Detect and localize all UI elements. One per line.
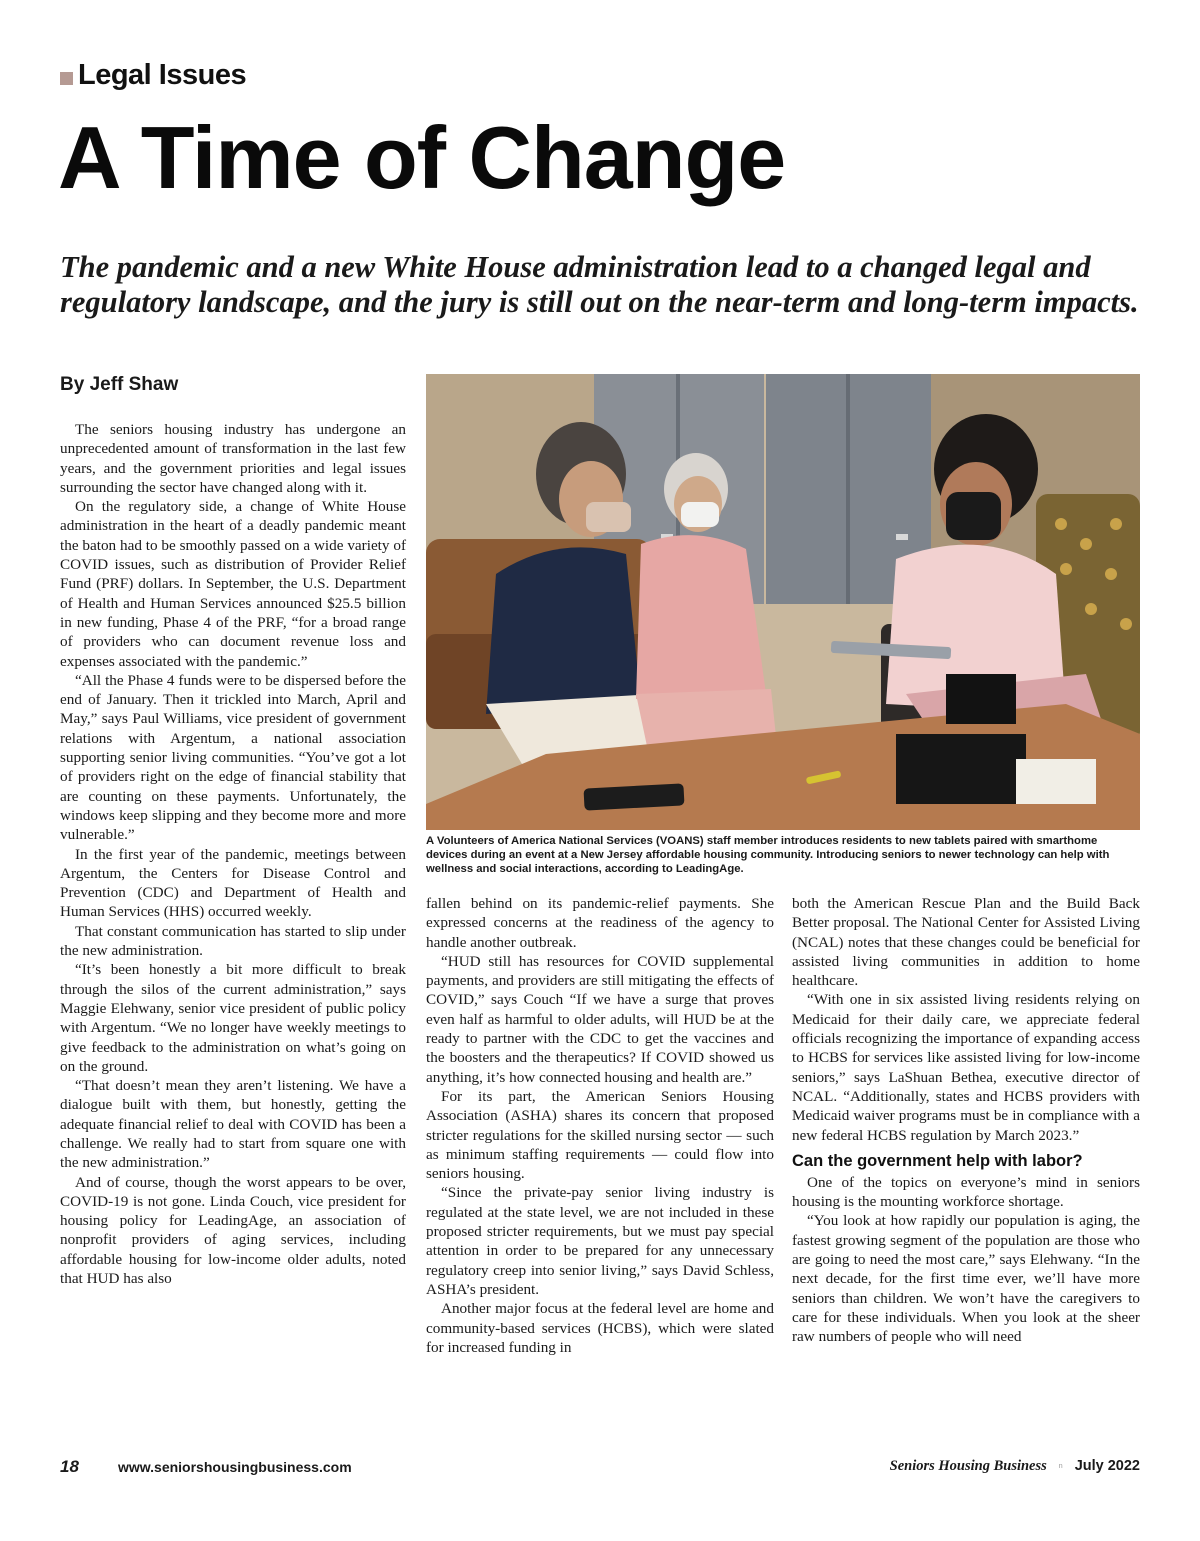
body-paragraph: “You look at how rapidly our population is aging, the fastest growing segment of the population are those who are going to need the most care,” says Elehwany. “In the next decade, for the first time ever, we’ll have more seniors than children. We won’t have the caregivers to care for these individuals. When you look at the sheer raw numbers of people who will need xyxy=(792,1212,1140,1346)
body-column-3 xyxy=(792,894,1140,1440)
body-paragraph: “That doesn’t mean they aren’t listening. We have a dialogue built with them, but honestly, getting the adequate financial relief to deal with COVID has been a challenge. We really had to start from square one with the new administration.” xyxy=(60,1077,406,1172)
page-footer xyxy=(60,1457,1140,1481)
body-paragraph: That constant communication has started to slip under the new administration. xyxy=(60,922,406,960)
body-paragraph: “With one in six assisted living residents relying on Medicaid for their daily care, we appreciate federal officials recognizing the importance of expanding access to HCBS for services like assisted living for low-income seniors,” says LaShuan Bethea, executive director of NCAL. “Additionally, states and HCBS providers with Medicaid waiver programs must be in compliance with a new federal HCBS regulation by March 2023.” xyxy=(792,991,1140,1144)
body-paragraph: For its part, the American Seniors Housing Association (ASHA) shares its concern that proposed stricter regulations for the skilled nursing sector — such as minimum staffing requirements — could flow into seniors housing. xyxy=(426,1087,774,1183)
body-paragraph: On the regulatory side, a change of White House administration in the heart of a deadly pandemic meant the baton had to be smoothly passed on a wide variety of COVID issues, such as distribution of Provider Relief Fund (PRF) dollars. In September, the U.S. Department of Health and Human Services announced $25.5 billion in new funding, Phase 4 of the PRF, “for a broad range of providers who can document revenue loss and expenses associated with the pandemic.” xyxy=(60,498,406,670)
body-column-1 xyxy=(60,420,406,1440)
issue-date: July 2022 xyxy=(1074,1458,1140,1474)
article-deck: The pandemic and a new White House administration lead to a changed legal and regulatory landscape, and the jury is still out on the near-term and long-term impacts. xyxy=(60,250,1139,319)
body-paragraph: “It’s been honestly a bit more difficult to break through the silos of the current administration,” says Maggie Elehwany, senior vice president of public policy with Argentum. “We no longer have weekly meetings to give feedback to the administration on what’s going on on the ground. xyxy=(60,961,406,1075)
body-paragraph: fallen behind on its pandemic-relief payments. She expressed concerns at the readiness of the agency to handle another outbreak. xyxy=(426,895,774,951)
article-byline: By Jeff Shaw xyxy=(60,374,179,395)
photo-image xyxy=(426,374,1140,830)
section-label: Legal Issues xyxy=(78,58,247,91)
body-paragraph: Another major focus at the federal level are home and community-based services (HCBS), which were slated for increased funding in xyxy=(426,1300,774,1356)
website-url: www.seniorshousingbusiness.com xyxy=(118,1459,352,1475)
subheading: Can the government help with labor? xyxy=(792,1151,1083,1170)
body-paragraph: “Since the private-pay senior living industry is regulated at the state level, we are not included in these proposed stricter requirements, but we must pay special attention in order to be prepared for any unnecessary regulatory creep into senior living,” says David Schless, ASHA’s president. xyxy=(426,1184,774,1298)
section-tag xyxy=(60,55,246,95)
body-paragraph: And of course, though the worst appears to be over, COVID-19 is not gone. Linda Couch, vice president for housing policy for LeadingAge, an association of nonprofit providers of aging services, including affordable housing for low-income older adults, noted that HUD has also xyxy=(60,1173,406,1288)
photo-caption: A Volunteers of America National Services (VOANS) staff member introduces residents to new tablets paired with smarthome devices during an event at a New Jersey affordable housing community. Introducing seniors to newer technology can help with wellness and social interactions, according to LeadingAge. xyxy=(426,835,1110,876)
article-photo xyxy=(426,374,1140,830)
body-paragraph: In the first year of the pandemic, meetings between Argentum, the Centers for Disease Control and Prevention (CDC) and Department of Health and Human Services (HHS) occurred weekly. xyxy=(60,845,406,921)
separator-glyph: n xyxy=(1058,1462,1063,1470)
body-paragraph: “HUD still has resources for COVID supplemental payments, and providers are still mitigating the effects of COVID,” says Couch “If we have a surge that proves even half as harmful to older adults, will HUD be at the ready to partner with the CDC to get the vaccines and the boosters and the therapeutics? If COVID showed us anything, it’s how connected housing and health are.” xyxy=(426,952,774,1086)
publication-name: Seniors Housing Business xyxy=(889,1458,1047,1474)
publication-info xyxy=(890,1458,1140,1475)
body-column-2 xyxy=(426,894,774,1440)
section-marker-icon xyxy=(60,72,73,85)
body-paragraph: “All the Phase 4 funds were to be dispersed before the end of January. Then it trickled into March, April and May,” says Paul Williams, vice president of government relations with Argentum, a national association supporting senior living communities. “You’ve got a lot of providers right on the edge of financial stability that are counting on these payments. Unfortunately, the windows keep slipping and they become more and more vulnerable.” xyxy=(60,671,406,844)
body-paragraph: One of the topics on everyone’s mind in seniors housing is the mounting workforce shortage. xyxy=(792,1173,1140,1211)
body-paragraph: The seniors housing industry has undergone an unprecedented amount of transformation in the last few years, and the government priorities and legal issues surrounding the sector have changed along with it. xyxy=(60,421,406,496)
article-headline: A Time of Change xyxy=(58,108,786,207)
page-number: 18 xyxy=(60,1457,79,1476)
body-paragraph: both the American Rescue Plan and the Build Back Better proposal. The National Center for Assisted Living (NCAL) notes that these changes could be beneficial for assisted living communities in addition to home healthcare. xyxy=(792,895,1140,990)
